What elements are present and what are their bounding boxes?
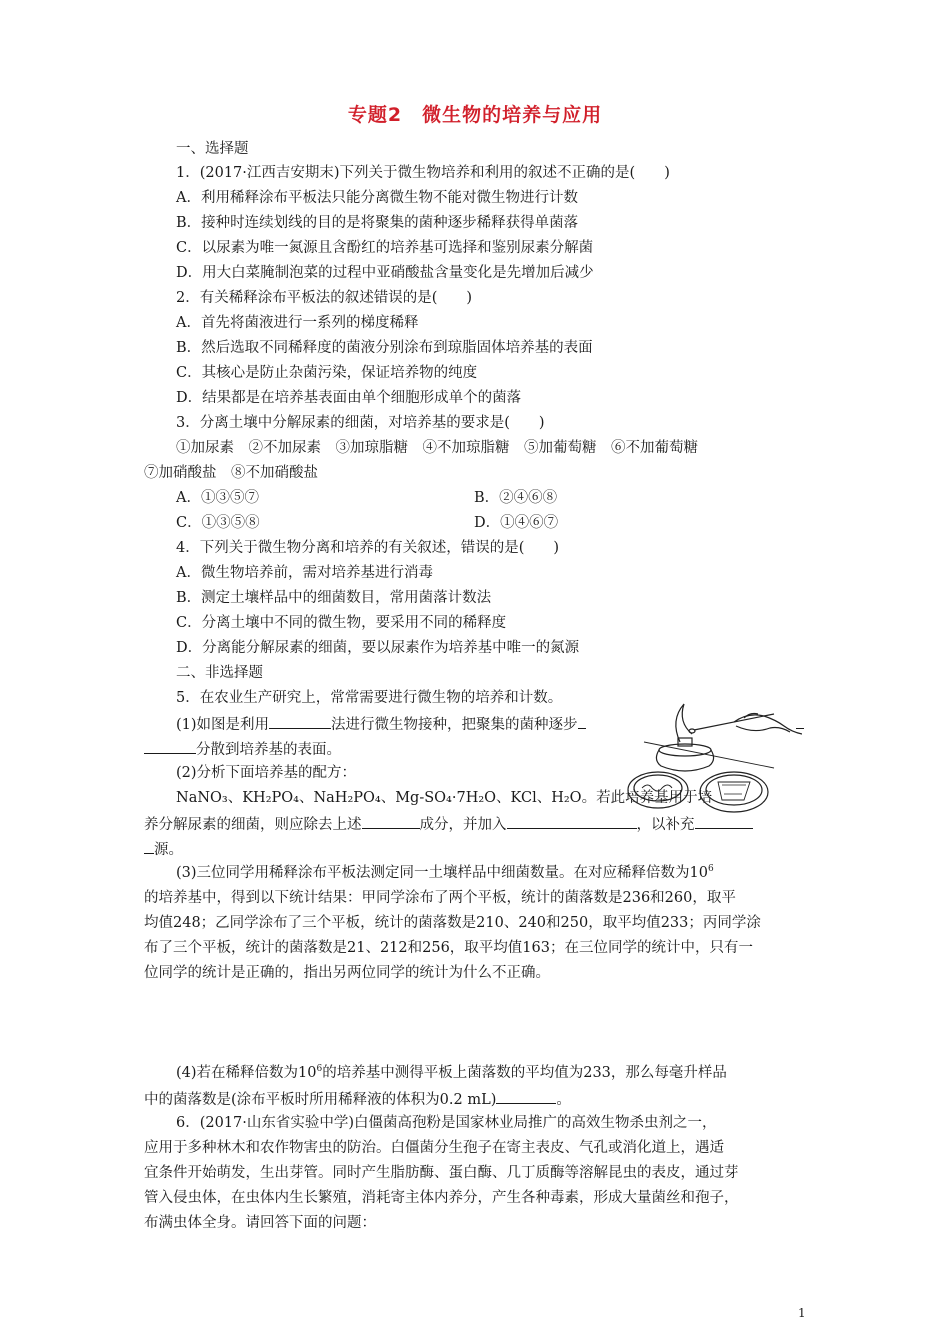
q5-part4-text-c: 中的菌落数是(涂布平板时所用稀释液的体积为0.2 mL)	[144, 1092, 497, 1108]
q6-line5: 布满虫体全身。请回答下面的问题：	[144, 1215, 376, 1231]
q5-blank-add[interactable]	[507, 814, 637, 829]
q5-part4-text-d: 。	[556, 1092, 571, 1108]
q1-option-d: D．用大白菜腌制泡菜的过程中亚硝酸盐含量变化是先增加后减少	[176, 265, 594, 281]
q5-part1-text-a: (1)如图是利用	[176, 717, 270, 733]
q5-part2-text-b: 成分，并加入	[419, 817, 507, 833]
q1-option-a: A．利用稀释涂布平板法只能分离微生物不能对微生物进行计数	[176, 190, 578, 206]
streak-plate-figure	[624, 684, 802, 824]
lamp-wick-holder	[678, 738, 692, 746]
q5-part4-text-b: 的培养基中测得平板上菌落数的平均值为233，那么每毫升样品	[322, 1065, 727, 1081]
q1-option-b: B．接种时连续划线的目的是将聚集的菌种逐步稀释获得单菌落	[176, 215, 579, 231]
q3-items-line2: ⑦加硝酸盐 ⑧不加硝酸盐	[144, 465, 318, 481]
q5-part3-line1	[176, 864, 714, 882]
q3-option-c: C．①③⑤⑧	[176, 515, 260, 531]
q3-items-line1: ①加尿素 ②不加尿素 ③加琼脂糖 ④不加琼脂糖 ⑤加葡萄糖 ⑥不加葡萄糖	[176, 440, 698, 456]
section-heading-nonchoice: 二、非选择题	[176, 665, 263, 681]
lamp-body	[656, 750, 713, 771]
q3-option-b: B．②④⑥⑧	[474, 490, 558, 506]
page-title: 专题2 微生物的培养与应用	[347, 104, 603, 126]
q2-option-b: B．然后选取不同稀释度的菌液分别涂布到琼脂固体培养基的表面	[176, 340, 593, 356]
q5-blank-method[interactable]	[269, 714, 331, 729]
q5-blank-spread-start[interactable]	[578, 714, 586, 729]
q4-option-a: A．微生物培养前，需对培养基进行消毒	[176, 565, 433, 581]
q2-option-c: C．其核心是防止杂菌污染，保证培养物的纯度	[176, 365, 478, 381]
q5-part2-intro: (2)分析下面培养基的配方：	[176, 765, 357, 781]
q5-blank-remove[interactable]	[362, 814, 420, 829]
section-heading-choice: 一、选择题	[176, 141, 249, 157]
q2-option-d: D．结果都是在培养基表面由单个细胞形成单个的菌落	[176, 390, 522, 406]
q5-formula-line: NaNO₃、KH₂PO₄、NaH₂PO₄、Mg-SO₄·7H₂O、KCl、H₂O。若此培养基用于培	[176, 790, 713, 806]
q3-option-a: A．①③⑤⑦	[176, 490, 259, 506]
q1-option-c: C．以尿素为唯一氮源且含酚红的培养基可选择和鉴别尿素分解菌	[176, 240, 594, 256]
petri-dish-left	[628, 772, 688, 808]
q5-part1-text-c: 分散到培养基的表面。	[196, 742, 341, 758]
q5-part4-line2	[144, 1089, 571, 1109]
q5-part1-line2	[144, 739, 341, 759]
lamp-flame	[676, 704, 692, 742]
q5-part2-text-c: ，以补充	[636, 817, 695, 833]
q5-part4-exponent: 6	[316, 1064, 323, 1074]
q5-part4-line1	[176, 1064, 727, 1082]
q5-part2-line3	[144, 839, 183, 859]
q5-blank-count[interactable]	[496, 1089, 556, 1104]
q5-part1-line1	[176, 714, 586, 734]
q1-stem: 1．(2017·江西吉安期末)下列关于微生物培养和利用的叙述不正确的是( )	[176, 165, 670, 181]
q5-part4-text-a: (4)若在稀释倍数为10	[176, 1065, 317, 1081]
q6-line3: 宜条件开始萌发，生出芽管。同时产生脂肪酶、蛋白酶、几丁质酶等溶解昆虫的表皮，通过芽	[144, 1165, 739, 1181]
q5-part3-line4: 布了三个平板，统计的菌落数是21、212和256，取平均值163；在三位同学的统计中，只有一	[144, 940, 753, 956]
q5-part3-line3: 均值248；乙同学涂布了三个平板，统计的菌落数是210、240和250，取平均值233；丙同学涂	[144, 915, 761, 931]
q4-option-c: C．分离土壤中不同的微生物，要采用不同的稀释度	[176, 615, 507, 631]
page-number: 1	[798, 1306, 806, 1320]
q6-line1: 6．(2017·山东省实验中学)白僵菌高孢粉是国家林业局推广的高效生物杀虫剂之一，	[176, 1115, 717, 1131]
q5-part3-text-a: (3)三位同学用稀释涂布平板法测定同一土壤样品中细菌数量。在对应稀释倍数为10	[176, 865, 708, 881]
q5-part1-text-b: 法进行微生物接种，把聚集的菌种逐步	[331, 717, 578, 733]
q6-line4: 管入侵虫体，在虫体内生长繁殖，消耗寄主体内养分，产生各种毒素，形成大量菌丝和孢子，	[144, 1190, 739, 1206]
q5-part3-line5: 位同学的统计是正确的，指出另两位同学的统计为什么不正确。	[144, 965, 550, 981]
q3-stem: 3．分离土壤中分解尿素的细菌，对培养基的要求是( )	[176, 415, 545, 431]
q5-stem: 5．在农业生产研究上，常常需要进行微生物的培养和计数。	[176, 690, 563, 706]
q2-option-a: A．首先将菌液进行一系列的梯度稀释	[176, 315, 419, 331]
q5-part2-text-d: 源。	[154, 842, 183, 858]
q4-stem: 4．下列关于微生物分离和培养的有关叙述，错误的是( )	[176, 540, 560, 556]
q6-line2: 应用于多种林木和农作物害虫的防治。白僵菌分生孢子在寄主表皮、气孔或消化道上，遇适	[144, 1140, 724, 1156]
q2-stem: 2．有关稀释涂布平板法的叙述错误的是( )	[176, 290, 473, 306]
q4-option-d: D．分离能分解尿素的细菌，要以尿素作为培养基中唯一的氮源	[176, 640, 580, 656]
q4-option-b: B．测定土壤样品中的细菌数目，常用菌落计数法	[176, 590, 492, 606]
q5-part3-line2: 的培养基中，得到以下统计结果：甲同学涂布了两个平板，统计的菌落数是236和260，取平	[144, 890, 736, 906]
q5-part3-exponent: 6	[708, 864, 714, 874]
petri-dish-right	[700, 772, 768, 812]
q5-blank-spread-cont[interactable]	[144, 739, 196, 754]
q5-part2-text-a: 养分解尿素的细菌，则应除去上述	[144, 817, 362, 833]
q5-blank-source[interactable]	[144, 839, 154, 854]
q3-option-d: D．①④⑥⑦	[474, 515, 559, 531]
